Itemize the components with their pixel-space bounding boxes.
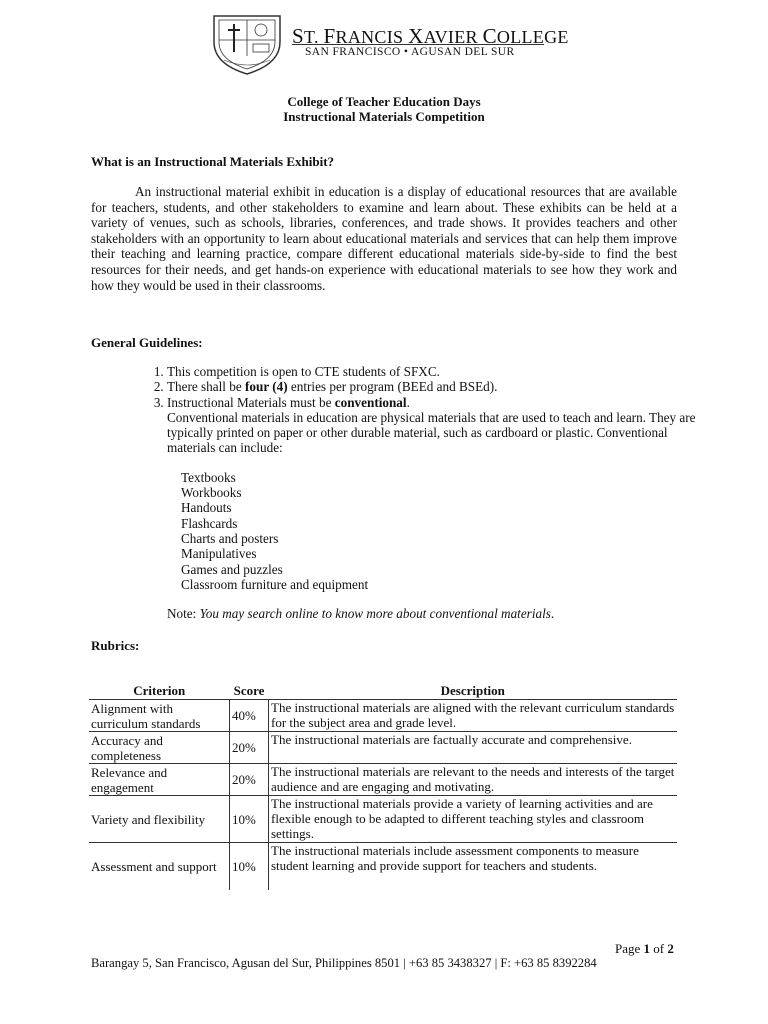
page-of: of	[650, 941, 668, 956]
guideline-item	[167, 364, 707, 379]
score-cell: 20%	[230, 764, 269, 796]
guideline-text: entries per program (BEEd and BSEd).	[287, 379, 498, 395]
rubrics-table	[89, 682, 677, 890]
description-cell: The instructional materials are aligned with the relevant curriculum standards for the subject area and grade level.	[269, 700, 678, 732]
page-total: 2	[667, 941, 674, 956]
header-divider	[292, 44, 544, 45]
material-item: Charts and posters	[181, 530, 279, 546]
section-heading-exhibit: What is an Instructional Materials Exhibit?	[91, 154, 335, 169]
college-name-initial: C	[482, 24, 497, 48]
college-name-initial: S	[292, 24, 304, 48]
guideline-text: Instructional Materials must be	[167, 394, 335, 410]
description-cell: The instructional materials provide a variety of learning activities and are flexible enough to be adapted to different teaching styles and classroom settings.	[269, 796, 678, 843]
score-cell: 20%	[230, 732, 269, 764]
page-number	[615, 941, 674, 957]
guideline-text: This competition is open to CTE students of SFXC.	[167, 364, 440, 379]
criterion-cell: Variety and flexibility	[89, 796, 230, 843]
page-label: Page	[615, 941, 644, 956]
table-row	[89, 700, 677, 732]
column-header-description: Description	[269, 682, 678, 700]
column-header-criterion: Criterion	[89, 682, 230, 700]
table-row	[89, 732, 677, 764]
table-header-row	[89, 682, 677, 700]
document-title-line1: College of Teacher Education Days	[287, 94, 481, 109]
document-title-line2: Instructional Materials Competition	[283, 109, 485, 124]
guideline-emphasis: four (4)	[245, 379, 288, 395]
note-label: Note:	[167, 606, 200, 622]
exhibit-paragraph	[91, 184, 677, 293]
description-cell: The instructional materials include assessment components to measure student learning and provide support for teachers and students.	[271, 843, 639, 873]
score-cell: 40%	[230, 700, 269, 732]
college-name-initial: X	[408, 24, 424, 48]
material-item: Flashcards	[181, 515, 238, 531]
college-name-part: RANCIS	[335, 27, 409, 47]
description-cell: The instructional materials are factually accurate and comprehensive.	[269, 732, 678, 764]
note-text: You may search online to know more about conventional materials	[199, 606, 551, 622]
description-cell: The instructional materials are relevant to the needs and interests of the target audience and are engaging and motivating.	[269, 764, 678, 796]
criterion-cell: Assessment and support	[89, 843, 230, 890]
college-name-part: T.	[303, 27, 324, 47]
footer-address: Barangay 5, San Francisco, Agusan del Sur, Philippines 8501 | +63 85 3438327 | F: +63 85 8392284	[91, 956, 597, 970]
college-seal-logo	[208, 12, 286, 76]
material-item: Textbooks	[181, 469, 236, 485]
section-heading-rubrics: Rubrics:	[91, 638, 140, 653]
college-name-part: OLLEGE	[496, 27, 569, 47]
guideline-emphasis: conventional	[334, 394, 407, 410]
material-item: Workbooks	[181, 485, 242, 501]
college-name-part: AVIER	[423, 27, 483, 47]
guideline-item	[167, 379, 707, 394]
conventional-description: Conventional materials in education are physical materials that are used to teach and learn. They are typically printed on paper or other durable material, such as cardboard or plastic. Conventional materials can include:	[167, 409, 696, 456]
college-name-initial: F	[323, 24, 336, 48]
score-cell: 10%	[230, 796, 269, 843]
column-header-score: Score	[230, 682, 269, 700]
material-item: Games and puzzles	[181, 561, 283, 577]
criterion-cell: Relevance and engagement	[89, 764, 230, 796]
note: Note: You may search online to know more about conventional materials.	[167, 606, 555, 622]
guideline-text: There shall be	[167, 379, 245, 395]
exhibit-paragraph-text: An instructional material exhibit in education is a display of educational resources that are available for teachers, students, and other stakeholders to examine and learn about. These exhibits can be held at a variety of venues, such as schools, libraries, conferences, and trade shows. It provides teachers and other stakeholders with an opportunity to learn about educational materials and services that can help them improve their teaching and learning practice, compare different educational materials side-by-side to find the best resources for their needs, and get hands-on experience with educational materials to see how they work and how they would be used in their classrooms.	[91, 184, 677, 293]
criterion-cell: Alignment with curriculum standards	[89, 700, 230, 732]
guidelines-list	[147, 364, 707, 621]
table-row	[89, 843, 677, 890]
guideline-item	[167, 395, 707, 622]
score-cell: 10%	[230, 843, 269, 890]
material-item: Classroom furniture and equipment	[181, 576, 369, 592]
guideline-text: .	[406, 394, 410, 410]
table-row	[89, 764, 677, 796]
page-current: 1	[643, 941, 651, 956]
table-row	[89, 796, 677, 843]
section-heading-guidelines: General Guidelines:	[91, 335, 203, 350]
criterion-cell: Accuracy and completeness	[89, 732, 230, 764]
college-location: SAN FRANCISCO • AGUSAN DEL SUR	[305, 46, 515, 58]
materials-list	[181, 470, 707, 592]
material-item: Manipulatives	[181, 546, 257, 562]
material-item: Handouts	[181, 500, 232, 516]
